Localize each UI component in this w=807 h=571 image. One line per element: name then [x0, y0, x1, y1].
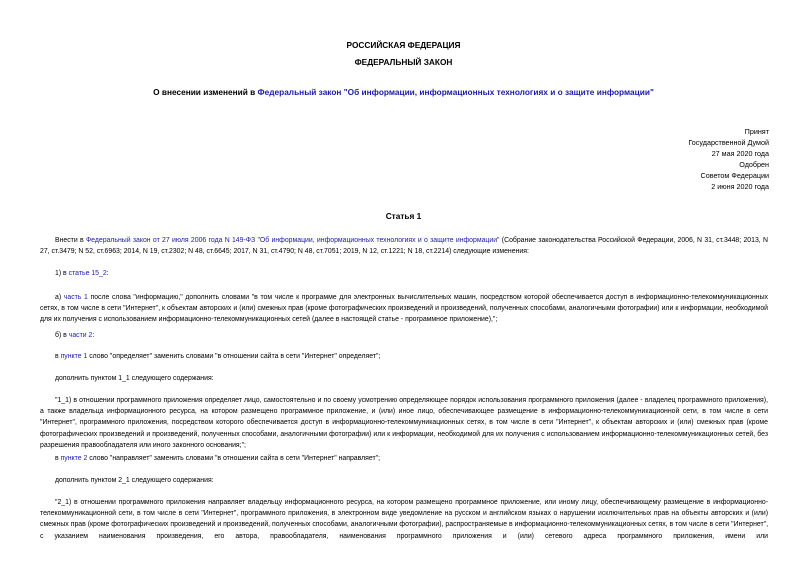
item-b: [40, 330, 768, 341]
item-b-link[interactable]: части 2: [68, 332, 93, 339]
point-2-1-add: дополнить пунктом 2_1 следующего содержания:: [55, 477, 214, 484]
item-a: [40, 292, 768, 326]
item-b-suffix: :: [92, 332, 95, 339]
law-title-prefix: О внесении изменений в: [153, 87, 258, 97]
intro-prefix: Внести в: [55, 237, 86, 244]
item-a-suffix: после слова "информацию," дополнить словами "в том числе к программе для электронных вычислительных машин, посредством которой обеспечивается доступ в информационно-телекоммуникационных сетях, в том числе в сети "Интернет", к объектам авторских и (или) смежных прав (кроме фотографических произведений и произведений, полученных способами, аналогичными фотографии) или к информации, необходимой для их получения с использованием информационно-телекоммуникационных сетей (далее в настоящей статье - программное приложение),";: [40, 294, 768, 324]
item-1-prefix: 1) в: [55, 270, 69, 277]
item-b-prefix: б) в: [55, 332, 69, 339]
item-1-link[interactable]: статье 15_2: [68, 270, 107, 277]
point-1-1-add: дополнить пунктом 1_1 следующего содержания:: [55, 375, 214, 382]
point-1-1-text: "1_1) в отношении программного приложения определяет лицо, самостоятельно и по своему усмотрению определяющее порядок использования программного приложения (далее - владелец программного приложения), а также владельца информационного ресурса, на котором размещено программное приложение, и (или) иное лицо, обеспечивающее размещение в информационно-телекоммуникационной сети, в том числе в сети "Интернет", программного приложения, посредством которого обеспечивается доступ в информационно-телекоммуникационных сетях, в том числе в сети "Интернет", к объектам авторских и (или) смежных прав (кроме фотографических произведений и произведений, полученных способами, аналогичными фотографии) или к информации, необходимой для их получения с использованием информационно-телекоммуникационных сетей, без разрешения правообладателя или иного законного основания;";: [40, 397, 768, 449]
point-2-change: [40, 453, 768, 464]
intro-suffix: (Собрание законодательства Российской Федерации, 2006, N 31, ст.3448; 2013, N 27, ст.3479; N 52, ст.6963; 2014, N 19, ст.2302; N 48, ст.6645; 2017, N 31, ст.4790; N 48, ст.7051; 2019, N 12, ст.1221; N 18, ст.2214) следующие изменения:: [40, 237, 768, 256]
law-title-link[interactable]: Федеральный закон "Об информации, информационных технологиях и о защите информации": [257, 87, 654, 97]
accepted-label: Принят: [744, 127, 769, 136]
point-2-link[interactable]: пункте 2: [60, 455, 88, 462]
item-1: [40, 268, 768, 279]
item-a-prefix: а): [55, 294, 64, 301]
point-2-prefix: в: [55, 455, 61, 462]
article-intro: [40, 235, 768, 257]
point-1-link[interactable]: пункте 1: [60, 353, 88, 360]
article-heading: Статья 1: [385, 211, 422, 221]
accepted-date: 27 мая 2020 года: [711, 148, 769, 158]
point-1-suffix: слово "определяет" заменить словами "в отношении сайта в сети "Интернет" определяет";: [87, 353, 381, 360]
accepted-by: Государственной Думой: [688, 137, 769, 147]
point-1-change: [40, 351, 768, 362]
approved-by: Советом Федерации: [700, 170, 769, 180]
acceptance-block: [688, 127, 769, 192]
item-1-suffix: :: [106, 270, 109, 277]
item-a-link[interactable]: часть 1: [63, 294, 88, 301]
intro-law-link[interactable]: Федеральный закон от 27 июля 2006 года N 149-ФЗ "Об информации, информационных технологиях и о защите информации": [85, 237, 500, 244]
approved-label: Одобрен: [739, 159, 769, 169]
approved-date: 2 июня 2020 года: [711, 181, 769, 191]
country-heading: РОССИЙСКАЯ ФЕДЕРАЦИЯ: [346, 40, 461, 50]
point-2-1-text: "2_1) в отношении программного приложения направляет владельцу информационного ресурса, на котором размещено программное приложение, или иному лицу, обеспечивающему размещение в информационно-телекоммуникационной сети, в том числе в сети "Интернет", программного приложения, в электронном виде уведомление на русском и английском языках о нарушении исключительных прав на объекты авторских и (или) смежных прав (кроме фотографических произведений и произведений, полученных способами, аналогичными фотографии), распространяемые в информационно-телекоммуникационных сетях, в том числе в сети "Интернет", с указанием наименования произведения, его автора, правообладателя, наименования программного приложения и (или) сетевого адреса программного приложения, имени или: [40, 499, 768, 540]
point-1-prefix: в: [55, 353, 61, 360]
point-2-suffix: слово "направляет" заменить словами "в отношении сайта в сети "Интернет" направляет";: [87, 455, 381, 462]
law-type-heading: ФЕДЕРАЛЬНЫЙ ЗАКОН: [354, 57, 453, 67]
law-title: [0, 87, 807, 97]
